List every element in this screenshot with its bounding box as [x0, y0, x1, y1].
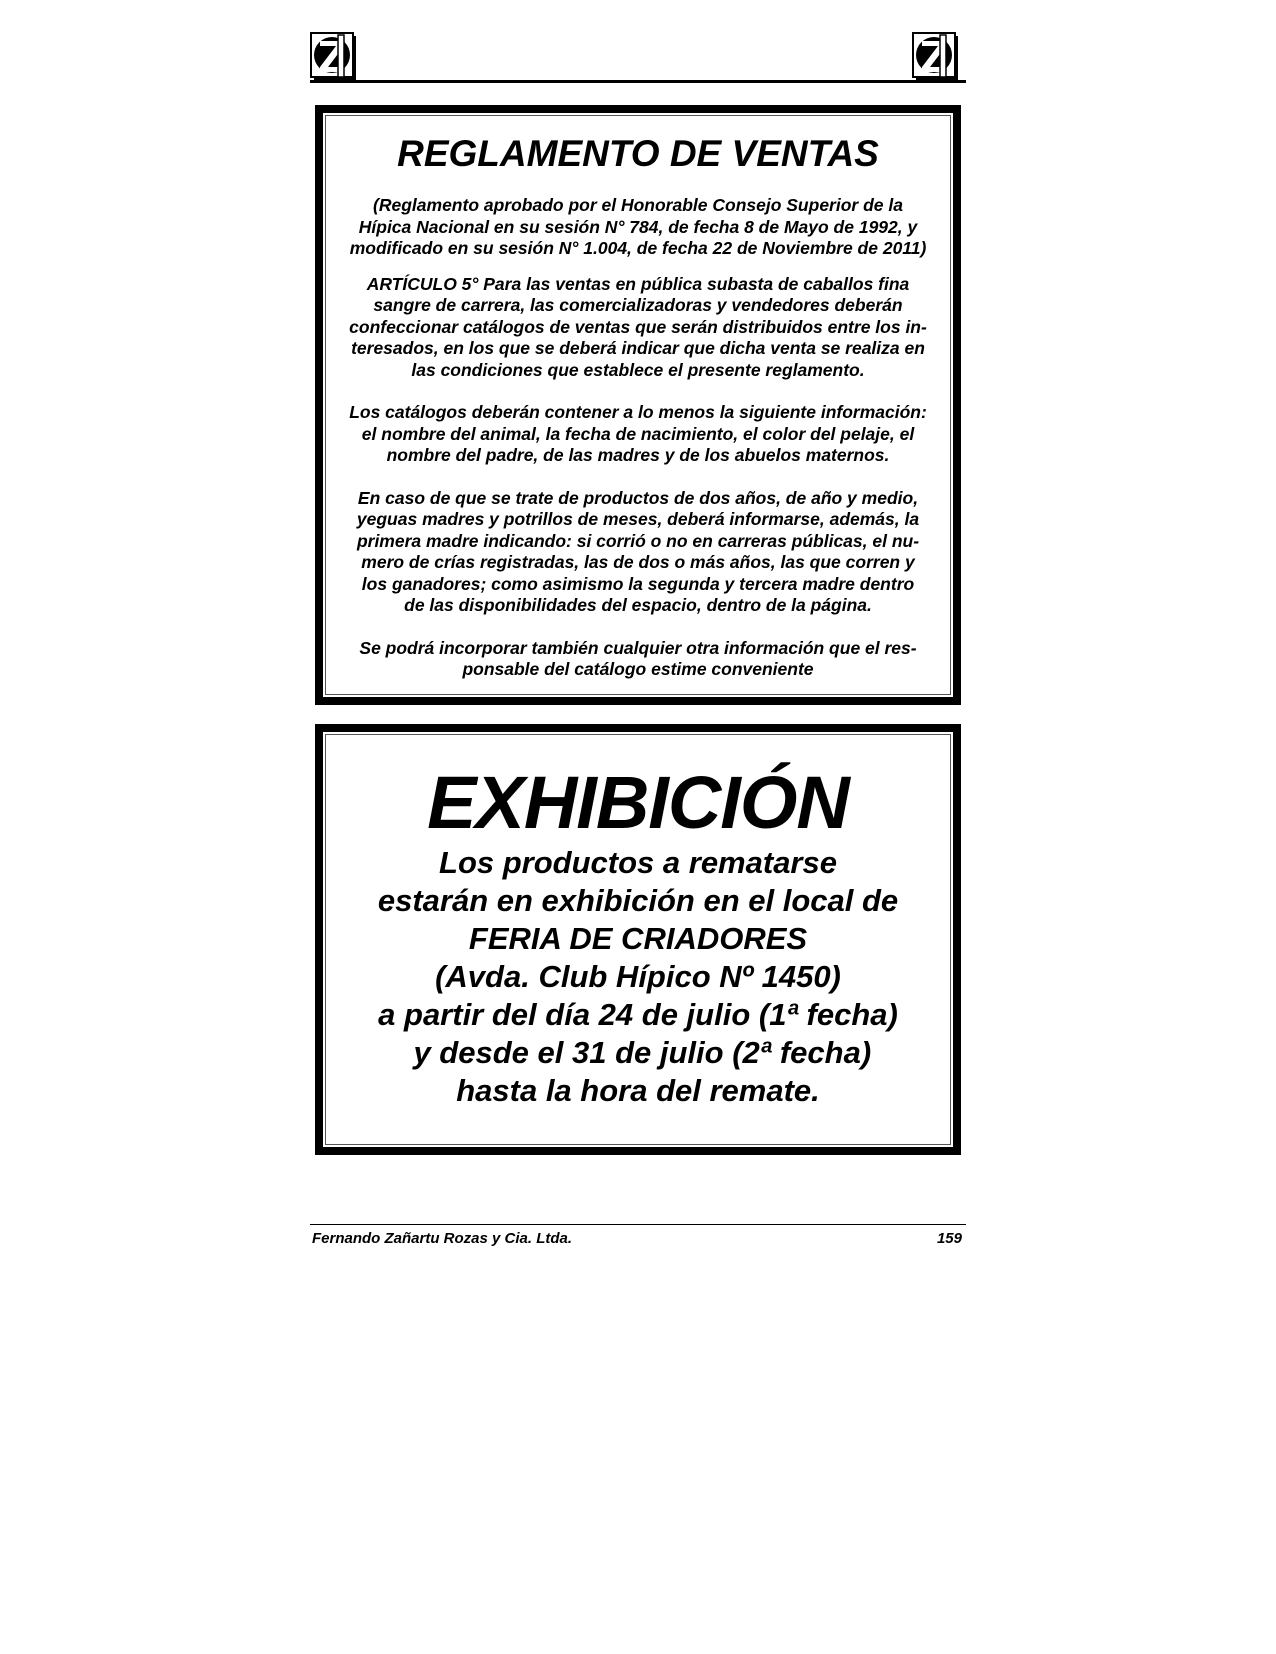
exhibicion-line: a partir del día 24 de julio (1ª fecha)	[378, 997, 898, 1032]
exhibicion-title: EXHIBICIÓN	[427, 761, 849, 844]
caso-line: los ganadores; como asimismo la segunda y tercera madre dentro	[361, 573, 915, 594]
reglamento-subtitle	[333, 195, 943, 260]
caso-line: En caso de que se trate de productos de dos años, de año y medio,	[357, 487, 919, 508]
subtitle-line: (Reglamento aprobado por el Honorable Consejo Superior de la	[373, 195, 903, 215]
page-number: 159	[936, 1230, 962, 1247]
otra-info-line: Se podrá incorporar también cualquier otra información que el res-	[359, 637, 917, 658]
articulo-paragraph	[333, 274, 943, 382]
articulo-line: ARTÍCULO 5° Para las ventas en pública subasta de caballos fina	[366, 273, 910, 294]
exhibicion-line: estarán en exhibición en el local de	[377, 883, 899, 918]
header-rule	[310, 80, 966, 83]
otra-info-paragraph	[333, 638, 943, 681]
subtitle-line: Hípica Nacional en su sesión N° 784, de fecha 8 de Mayo de 1992, y	[358, 216, 918, 237]
catalogos-paragraph	[333, 402, 943, 467]
company-logo-left-icon	[310, 32, 358, 82]
exhibicion-line: hasta la hora del remate.	[456, 1073, 820, 1108]
footer-rule	[310, 1224, 966, 1225]
exhibicion-line: y desde el 31 de julio (2ª fecha)	[404, 1035, 872, 1070]
articulo-line: sangre de carrera, las comercializadoras y vendedores deberán	[373, 295, 903, 315]
caso-line: de las disponibilidades del espacio, dentro de la página.	[404, 595, 872, 615]
articulo-line: las condiciones que establece el presente reglamento.	[411, 359, 865, 380]
otra-info-line: ponsable del catálogo estime conveniente	[462, 659, 814, 679]
catalogos-line: Los catálogos deberán contener a lo menos la siguiente información:	[349, 402, 927, 422]
exhibicion-line: (Avda. Club Hípico Nº 1450)	[435, 959, 841, 994]
reglamento-box	[315, 105, 961, 705]
exhibicion-box	[315, 724, 961, 1155]
footer-company: Fernando Zañartu Rozas y Cia. Ltda.	[312, 1230, 573, 1247]
caso-paragraph	[333, 488, 943, 617]
reglamento-title: REGLAMENTO DE VENTAS	[397, 133, 879, 174]
caso-line: yeguas madres y potrillos de meses, deberá informarse, además, la	[356, 509, 920, 529]
exhibicion-line: FERIA DE CRIADORES	[468, 921, 808, 956]
exhibicion-line: Los productos a rematarse	[439, 845, 837, 880]
articulo-line: confeccionar catálogos de ventas que serán distribuidos entre los in-	[349, 316, 927, 337]
subtitle-line: modificado en su sesión N° 1.004, de fecha 22 de Noviembre de 2011)	[349, 238, 927, 258]
catalogos-line: el nombre del animal, la fecha de nacimiento, el color del pelaje, el	[361, 423, 915, 444]
company-logo-right-icon	[912, 32, 960, 82]
catalogos-line: nombre del padre, de las madres y de los abuelos maternos.	[386, 445, 890, 465]
articulo-line: teresados, en los que se deberá indicar que dicha venta se realiza en	[351, 338, 925, 358]
caso-line: primera madre indicando: si corrió o no en carreras públicas, el nu-	[356, 530, 920, 551]
caso-line: mero de crías registradas, las de dos o más años, las que corren y	[361, 552, 915, 572]
